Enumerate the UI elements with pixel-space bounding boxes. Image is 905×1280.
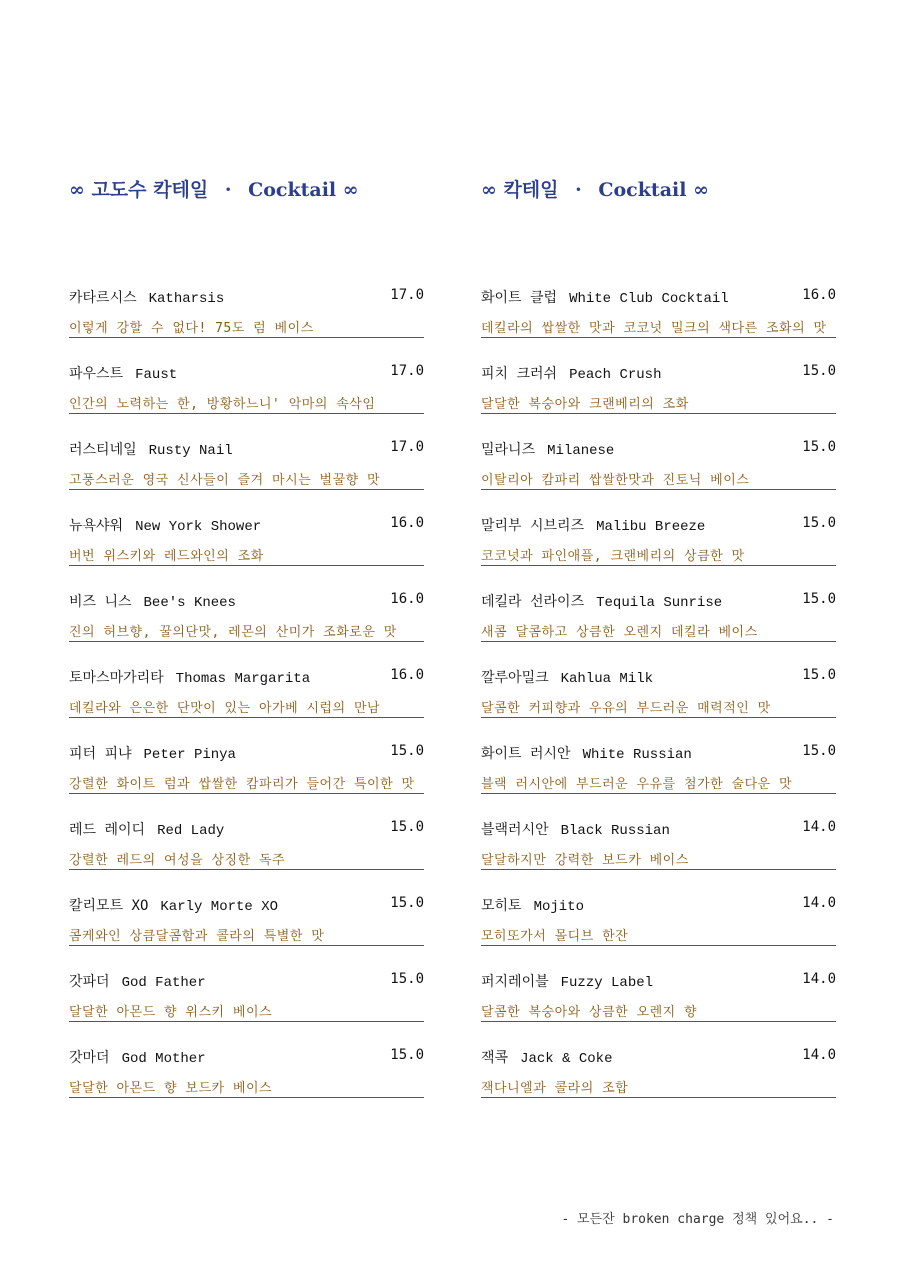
menu-item-name-ko: 갓파더 [69,974,110,990]
menu-item-price: 15.0 [390,1047,424,1063]
menu-item-row [481,513,836,535]
menu-item [481,969,836,1045]
menu-item-row [69,665,424,687]
menu-item-list [481,285,836,1121]
menu-item-name-en: Katharsis [148,291,225,307]
menu-item-price: 14.0 [802,1047,836,1063]
menu-item-name-en: Fuzzy Label [560,975,654,991]
menu-item-row [69,817,424,839]
menu-item-name [69,895,278,915]
menu-item-price: 15.0 [390,743,424,759]
menu-item [481,589,836,665]
menu-item [69,285,424,361]
menu-item-row [481,969,836,991]
menu-item-description: 인간의 노력하는 한, 방황하느니' 악마의 속삭임 [69,393,424,414]
menu-item-price: 15.0 [802,667,836,683]
menu-item-name-en: Thomas Margarita [175,671,311,687]
menu-item-name-ko: 칼리모트 XO [69,898,149,914]
menu-item-description: 강렬한 레드의 여성을 상징한 독주 [69,849,424,870]
section-heading [69,175,359,202]
menu-item-name [481,1047,612,1067]
menu-item-name-en: Kahlua Milk [560,671,654,687]
menu-item-name [69,287,224,307]
separator-dot: · [224,179,232,201]
menu-item [69,361,424,437]
menu-item-description: 새콤 달콤하고 상큼한 오렌지 데킬라 베이스 [481,621,836,642]
footer-note: - 모든잔 broken charge 정책 있어요.. - [561,1212,834,1227]
menu-item-price: 17.0 [390,287,424,303]
menu-item-list [69,285,424,1121]
menu-item-description: 달달한 아몬드 향 위스키 베이스 [69,1001,424,1022]
menu-item-description: 잭다니엘과 콜라의 조합 [481,1077,836,1098]
menu-item-row [69,513,424,535]
menu-item [481,513,836,589]
menu-item [69,513,424,589]
menu-item-description: 진의 허브향, 꿀의단맛, 레몬의 산미가 조화로운 맛 [69,621,424,642]
menu-item-row [69,437,424,459]
menu-item-price: 15.0 [390,971,424,987]
menu-item-name [69,1047,206,1067]
menu-item [481,893,836,969]
menu-item-name [69,439,233,459]
menu-item [69,589,424,665]
menu-item-name [481,363,661,383]
menu-item [69,437,424,513]
infinity-icon: ∞ [342,179,359,201]
menu-item-price: 15.0 [802,591,836,607]
menu-item-price: 15.0 [390,895,424,911]
menu-item-row [69,285,424,307]
menu-item-price: 15.0 [802,515,836,531]
menu-item-description: 달달한 복숭아와 크랜베리의 조화 [481,393,836,414]
menu-item-name-ko: 뉴욕샤워 [69,518,124,534]
menu-item-price: 14.0 [802,895,836,911]
menu-item-price: 14.0 [802,971,836,987]
menu-item-price: 16.0 [802,287,836,303]
menu-item-description: 달달하지만 강력한 보드카 베이스 [481,849,836,870]
infinity-icon: ∞ [69,179,85,201]
section-title-ko: 칵테일 [503,179,559,201]
menu-item-row [481,817,836,839]
menu-item-name-en: Bee's Knees [143,595,236,611]
menu-item-name-ko: 데킬라 선라이즈 [481,594,585,610]
menu-item-row [481,285,836,307]
menu-item-name-en: Rusty Nail [148,443,233,459]
menu-item-name [481,819,670,839]
menu-item-name-en: Red Lady [157,823,225,839]
menu-item-name [69,591,236,611]
menu-item-description: 달달한 아몬드 향 보드카 베이스 [69,1077,424,1098]
menu-item-name-en: White Club Cocktail [569,291,729,307]
menu-item-row [481,589,836,611]
menu-item-name [481,971,653,991]
menu-item-name [69,667,310,687]
menu-item-description: 이렇게 강할 수 없다! 75도 럼 베이스 [69,317,424,338]
menu-item-name-en: Mojito [533,899,584,915]
menu-item [69,1045,424,1121]
menu-item-name-ko: 잭콕 [481,1050,509,1066]
menu-item-name [69,971,206,991]
menu-item-name [481,667,653,687]
menu-item-name [69,363,177,383]
menu-item-name [481,591,722,611]
menu-item-row [69,361,424,383]
menu-item-price: 15.0 [802,439,836,455]
infinity-icon: ∞ [693,179,709,201]
menu-item-name-ko: 퍼지레이블 [481,974,549,990]
infinity-icon: ∞ [481,179,497,201]
menu-item-name-ko: 파우스트 [69,366,124,382]
menu-item-name-ko: 화이트 클럽 [481,290,558,306]
menu-item-price: 16.0 [390,591,424,607]
menu-item [69,741,424,817]
menu-item-row [481,893,836,915]
menu-item-row [481,437,836,459]
menu-item-description: 이탈리아 캄파리 쌉쌀한맛과 진토닉 베이스 [481,469,836,490]
menu-item-name-en: Tequila Sunrise [596,595,723,611]
menu-item-name-en: Malibu Breeze [596,519,706,535]
menu-item-description: 블랙 러시안에 부드러운 우유를 첨가한 술다운 맛 [481,773,836,794]
menu-item-name-en: Milanese [547,443,615,459]
menu-item-name-ko: 토마스마가리타 [69,670,164,686]
menu-item [481,285,836,361]
menu-item-name-ko: 러스티네일 [69,442,137,458]
menu-item [481,361,836,437]
menu-item-row [69,1045,424,1067]
menu-item-name-en: White Russian [582,747,692,763]
menu-item-row [69,893,424,915]
menu-item-name-ko: 말리부 시브리즈 [481,518,585,534]
menu-item-description: 강렬한 화이트 럼과 쌉쌀한 캄파리가 들어간 특이한 맛 [69,773,424,794]
menu-item-name-ko: 밀라니즈 [481,442,536,458]
menu-item-name [481,743,692,763]
menu-item-name-en: Black Russian [560,823,670,839]
menu-item-price: 17.0 [390,439,424,455]
menu-item [69,969,424,1045]
menu-item [481,1045,836,1121]
menu-item-name-ko: 블랙러시안 [481,822,549,838]
menu-item [481,741,836,817]
menu-item-description: 콤케와인 상큼달콤함과 콜라의 특별한 맛 [69,925,424,946]
menu-item-row [481,665,836,687]
menu-item-description: 달콤한 복숭아와 상큼한 오렌지 향 [481,1001,836,1022]
menu-item-description: 데킬라의 쌉쌀한 맛과 코코넛 밀크의 색다른 조화의 맛 [481,317,836,338]
menu-item-row [69,741,424,763]
menu-item-price: 15.0 [802,743,836,759]
menu-item-name [481,515,705,535]
menu-item-name [481,287,729,307]
menu-item [481,437,836,513]
menu-item-name-ko: 카타르시스 [69,290,137,306]
menu-item-description: 모히또가서 몰디브 한잔 [481,925,836,946]
menu-item-name [69,819,224,839]
menu-item-price: 15.0 [802,363,836,379]
section-heading [481,175,709,202]
menu-item-name-en: God Mother [121,1051,206,1067]
menu-item-price: 15.0 [390,819,424,835]
menu-item-row [69,589,424,611]
menu-item-name [69,743,236,763]
menu-item-description: 고풍스러운 영국 신사들이 즐겨 마시는 벌꿀향 맛 [69,469,424,490]
menu-item-row [481,1045,836,1067]
menu-item-name-ko: 피터 피냐 [69,746,132,762]
menu-item-description: 데킬라와 은은한 단맛이 있는 아가베 시럽의 만남 [69,697,424,718]
menu-item-name-ko: 깔루아밀크 [481,670,549,686]
menu-item-description: 달콤한 커피향과 우유의 부드러운 매력적인 맛 [481,697,836,718]
menu-item-row [481,361,836,383]
menu-item-name-en: God Father [121,975,206,991]
menu-item [69,665,424,741]
menu-item-name-en: Faust [135,367,178,383]
menu-item-name-ko: 피치 크러쉬 [481,366,558,382]
menu-item-name-ko: 갓마더 [69,1050,110,1066]
menu-item-description: 코코넛과 파인애플, 크랜베리의 상큼한 맛 [481,545,836,566]
menu-item-description: 버번 위스키와 레드와인의 조화 [69,545,424,566]
menu-item [481,817,836,893]
menu-item-row [481,741,836,763]
separator-dot: · [575,179,582,201]
menu-item-name [481,895,584,915]
section-title-en: Cocktail [248,179,337,201]
menu-item-price: 16.0 [390,515,424,531]
section-title-en: Cocktail [598,179,687,201]
menu-item [69,893,424,969]
menu-item-name-en: Peter Pinya [143,747,236,763]
menu-item-name-en: Peach Crush [569,367,662,383]
menu-item-name [69,515,261,535]
menu-item-name [481,439,614,459]
menu-item-price: 17.0 [390,363,424,379]
menu-item-name-ko: 모히토 [481,898,522,914]
section-title-ko: 고도수 칵테일 [91,179,209,201]
menu-item [481,665,836,741]
menu-item-price: 14.0 [802,819,836,835]
menu-item-price: 16.0 [390,667,424,683]
menu-item-row [69,969,424,991]
menu-item-name-en: Jack & Coke [520,1051,613,1067]
menu-item-name-ko: 레드 레이디 [69,822,146,838]
menu-item [69,817,424,893]
menu-item-name-en: Karly Morte XO [160,899,279,915]
menu-item-name-ko: 화이트 러시안 [481,746,571,762]
menu-item-name-ko: 비즈 니스 [69,594,132,610]
menu-item-name-en: New York Shower [135,519,262,535]
